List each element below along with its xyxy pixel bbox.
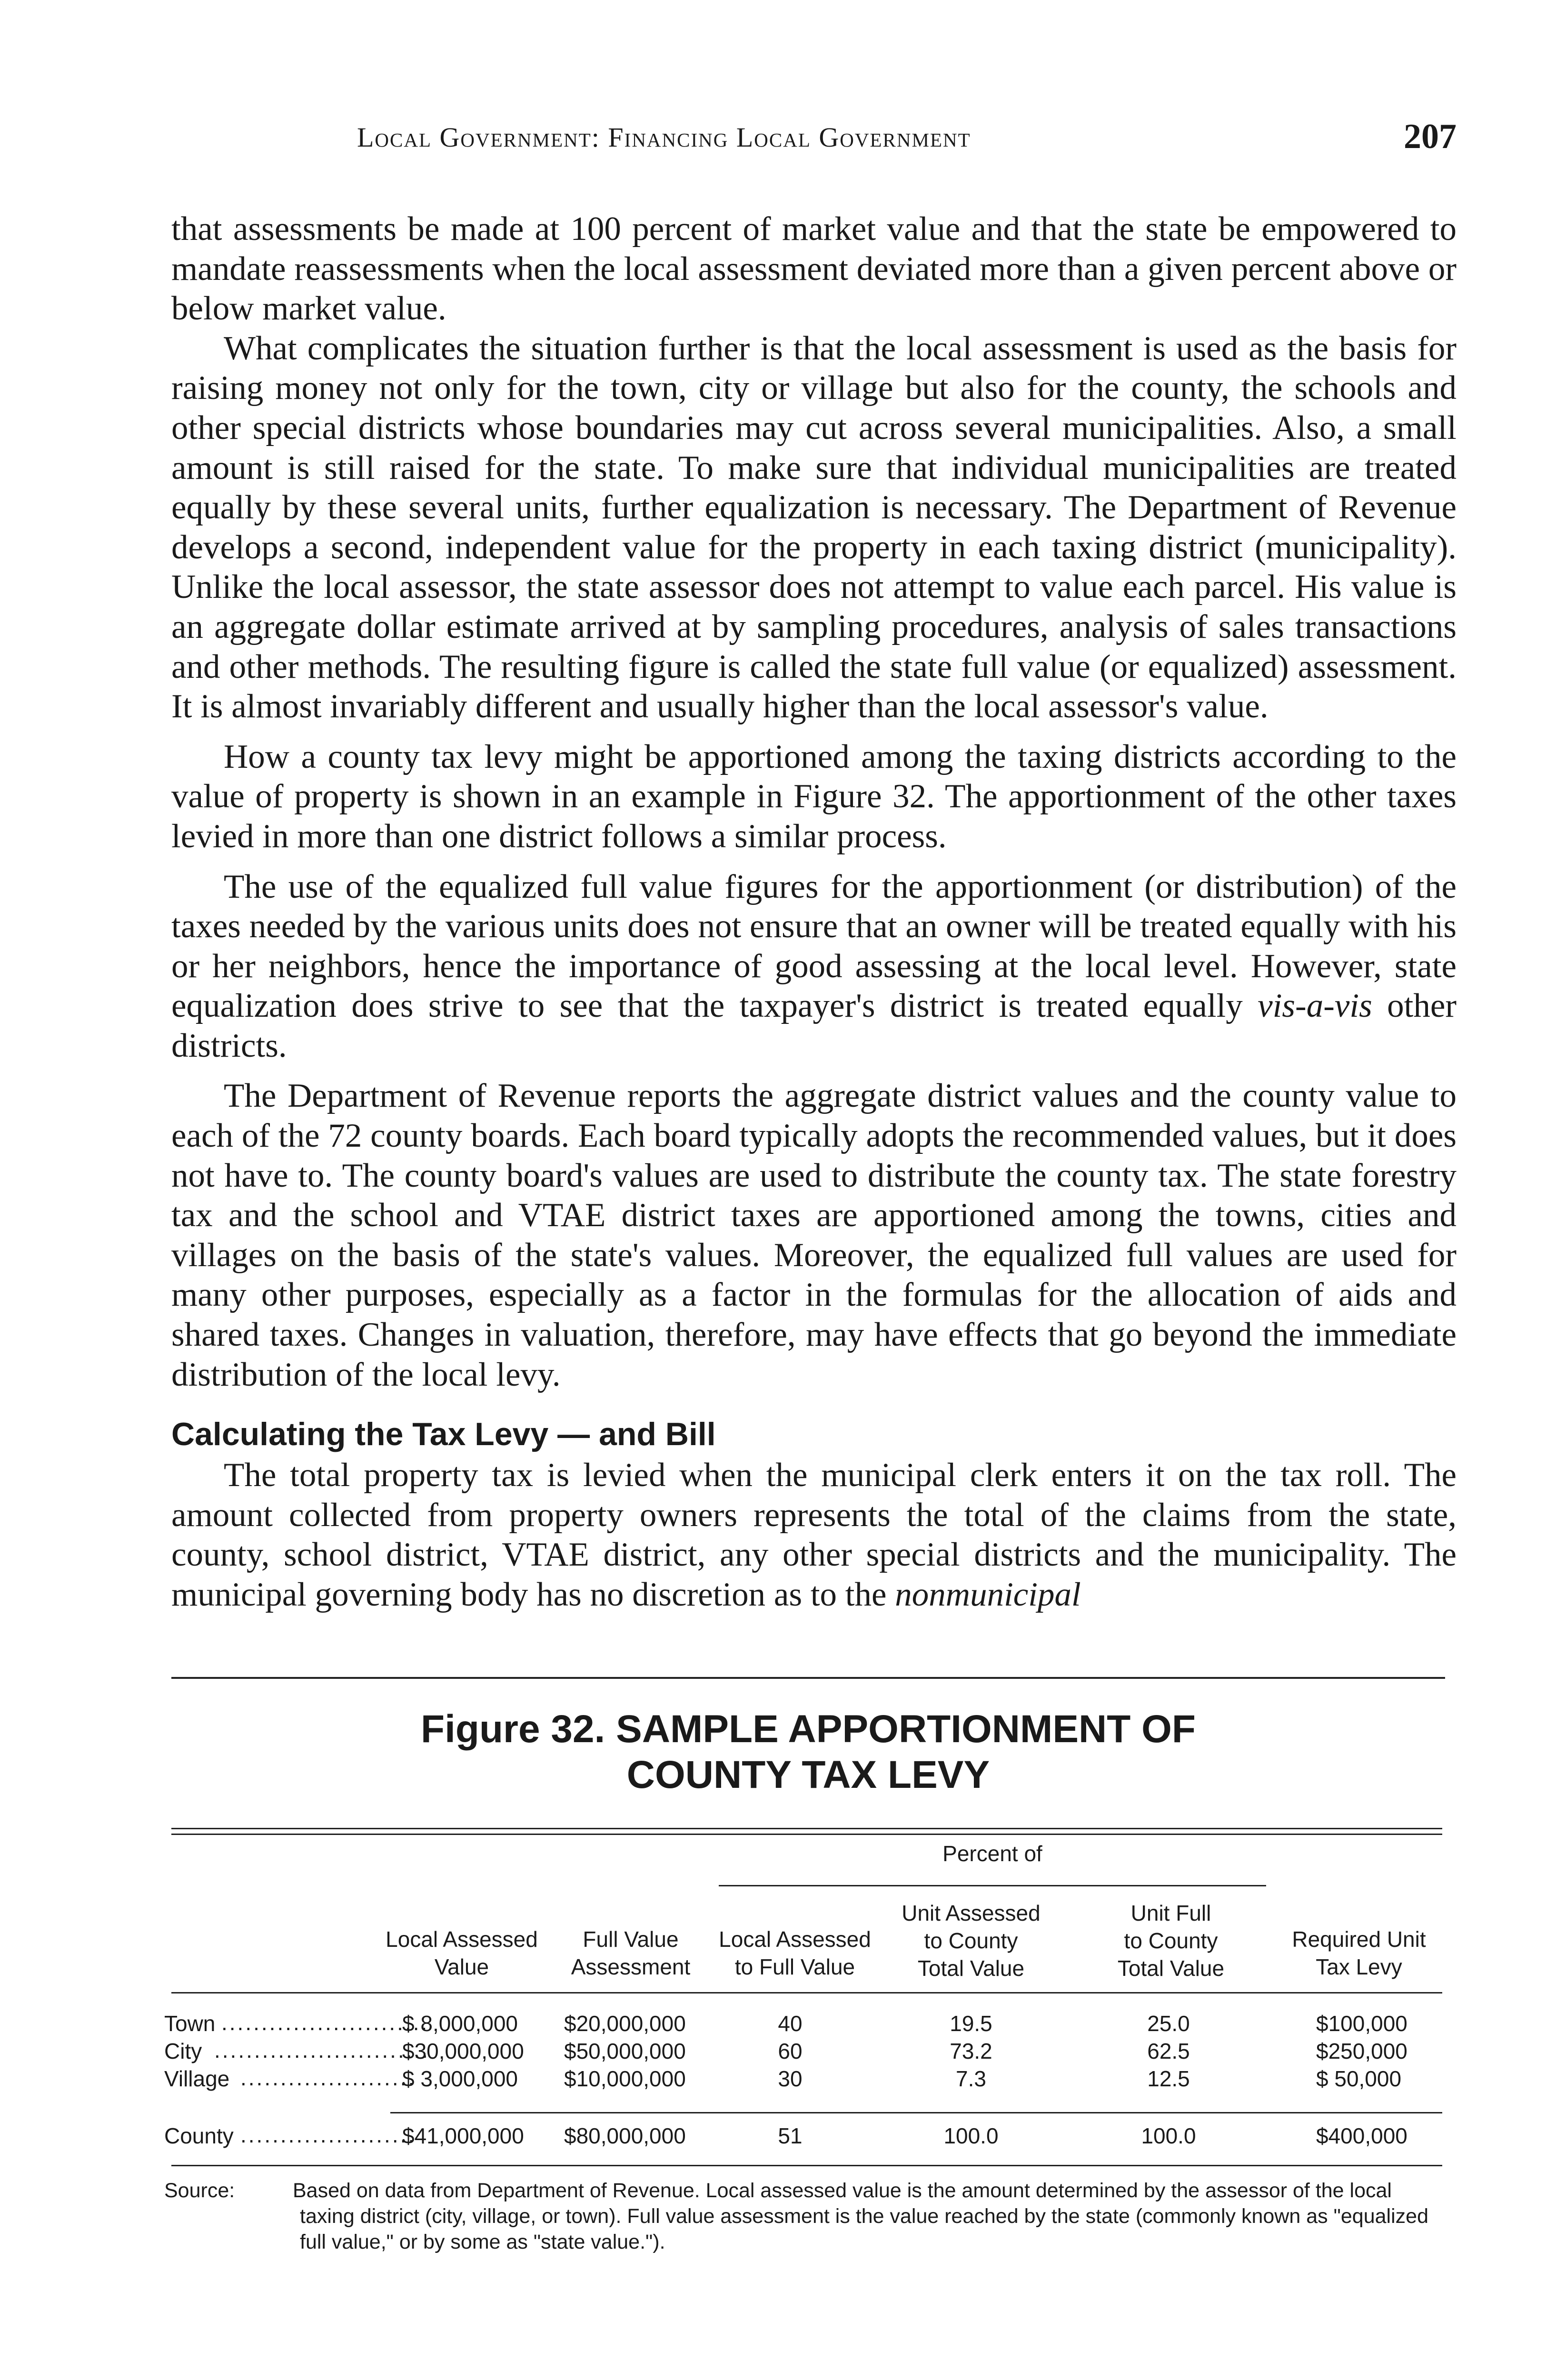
col-header-full-value-l1: Full Value [583, 1927, 679, 1952]
row-village-leader: ...................... [240, 2065, 416, 2090]
row-city-leader: ........................... [214, 2038, 430, 2063]
col-header-required-levy [1276, 1925, 1442, 1981]
figure-title [171, 1706, 1445, 1798]
table-top-rule-2 [171, 1834, 1442, 1835]
section-heading: Calculating the Tax Levy — and Bill [171, 1416, 716, 1453]
col-header-unit-assessed-l3: Total Value [917, 1956, 1025, 1981]
paragraph-4-text: The use of the equalized full value figures for the apportionment (or distribution) of the taxes needed by the various units does not ensure that an owner will be treated equally with his or her neighbors, hence the importance of good assessing at the local level. However, state equalization does strive to see that the taxpayer's district is treated equally [171, 868, 1457, 1025]
row-city-levy: $250,000 [1316, 2039, 1407, 2063]
figure-title-line-1: Figure 32. SAMPLE APPORTIONMENT OF [421, 1707, 1196, 1751]
source-line-1: Based on data from Department of Revenue. Local assessed value is the amount determined by the assessor of the local [293, 2179, 1392, 2202]
row-town-unit: Town [164, 2011, 216, 2036]
page-number: 207 [1404, 117, 1457, 156]
paragraph-3: How a county tax levy might be apportioned among the taxing districts according to the value of property is shown in an example in Figure 32. The apportionment of the other taxes levied in more than one district follows a similar process. [171, 738, 1457, 855]
percent-of-rule [719, 1885, 1266, 1886]
row-town-pct-full: 25.0 [1147, 2011, 1190, 2036]
col-header-pct-local-l2: to Full Value [734, 1954, 855, 1979]
col-header-unit-full-l3: Total Value [1117, 1956, 1225, 1981]
row-city-unit: City [164, 2039, 202, 2063]
figure-title-line-2: COUNTY TAX LEVY [626, 1753, 990, 1796]
paragraph-4-end: other districts. [171, 987, 1457, 1064]
paragraph-6 [171, 1456, 1457, 1615]
table-bottom-rule [171, 2165, 1442, 2166]
running-head: Local Government: Financing Local Government [357, 122, 971, 153]
col-header-unit-full [1076, 1899, 1266, 1982]
figure-top-rule [171, 1677, 1445, 1679]
row-county-pct-local: 51 [778, 2123, 803, 2148]
row-county-local: $41,000,000 [402, 2123, 524, 2148]
header-bottom-rule [171, 1992, 1442, 1993]
percent-of-label: Percent of [942, 1841, 1042, 1866]
col-header-required-levy-l1: Required Unit [1292, 1927, 1426, 1952]
row-county-leader: ...................... [240, 2122, 416, 2147]
row-town-leader: .......................... [221, 2010, 429, 2035]
row-town-pct-local: 40 [778, 2011, 803, 2036]
col-header-unit-assessed-l1: Unit Assessed [902, 1901, 1041, 1925]
row-county-full: $80,000,000 [564, 2123, 686, 2148]
col-header-unit-assessed [881, 1899, 1061, 1982]
body-text [171, 209, 1457, 1615]
source-label: Source: [164, 2179, 235, 2202]
row-county-unit: County [164, 2123, 234, 2148]
paragraph-4-italic: vis-a-vis [1258, 987, 1372, 1025]
col-header-unit-full-l1: Unit Full [1130, 1901, 1211, 1925]
row-city-pct-assessed: 73.2 [950, 2039, 992, 2063]
figure-source-note [164, 2178, 1449, 2255]
paragraph-6-text: The total property tax is levied when the municipal clerk enters it on the tax roll. The amount collected from property owners represents the total of the claims from the state, county, school district, VTAE district, any other special districts and the municipality. The municipal governing body has no discretion as to the [171, 1457, 1457, 1613]
col-header-local-assessed [371, 1925, 552, 1981]
row-village-pct-full: 12.5 [1147, 2066, 1190, 2091]
row-county-pct-assessed: 100.0 [943, 2123, 999, 2148]
col-header-full-value [552, 1925, 709, 1981]
source-rest: taxing district (city, village, or town). Full value assessment is the value reached by the state (commonly known as "equalized full value," or by some as "state value."). [300, 2205, 1428, 2253]
col-header-pct-local-l1: Local Assessed [719, 1927, 871, 1952]
paragraph-5: The Department of Revenue reports the aggregate district values and the county value to each of the 72 county boards. Each board typically adopts the recommended values, but it does not have to. The county board's values are used to distribute the county tax. The state forestry tax and the school and VTAE district taxes are apportioned among the towns, cities and villages on the basis of the state's values. Moreover, the equalized full values are used for many other purposes, especially as a factor in the formulas for the allocation of aids and shared taxes. Changes in valuation, therefore, may have effects that go beyond the immediate distribution of the local levy. [171, 1077, 1457, 1393]
row-city-pct-full: 62.5 [1147, 2039, 1190, 2063]
total-rule [390, 2112, 1442, 2113]
table-top-rule [171, 1828, 1442, 1829]
col-header-local-assessed-l2: Value [434, 1954, 489, 1979]
col-header-unit-assessed-l2: to County [924, 1928, 1018, 1953]
row-town-pct-assessed: 19.5 [950, 2011, 992, 2036]
col-header-required-levy-l2: Tax Levy [1316, 1954, 1402, 1979]
row-city-full: $50,000,000 [564, 2039, 686, 2063]
row-city-local: $30,000,000 [402, 2039, 524, 2063]
row-county-pct-full: 100.0 [1141, 2123, 1196, 2148]
row-city-pct-local: 60 [778, 2039, 803, 2063]
row-village-levy: $ 50,000 [1316, 2066, 1402, 2091]
row-town-full: $20,000,000 [564, 2011, 686, 2036]
col-header-unit-full-l2: to County [1124, 1928, 1218, 1953]
row-village-unit: Village [164, 2066, 230, 2091]
paragraph-4 [171, 867, 1457, 1066]
row-village-pct-local: 30 [778, 2066, 803, 2091]
col-header-local-assessed-l1: Local Assessed [386, 1927, 538, 1952]
row-village-pct-assessed: 7.3 [956, 2066, 986, 2091]
col-header-full-value-l2: Assessment [571, 1954, 691, 1979]
paragraph-2: What complicates the situation further is that the local assessment is used as the basis for raising money not only for the town, city or village but also for the county, the schools and other special districts whose boundaries may cut across several municipalities. Also, a small amount is still raised for the state. To make sure that individual municipalities are treated equally by these several units, further equalization is necessary. The Department of Revenue develops a second, independent value for the property in each taxing district (municipality). Unlike the local assessor, the state assessor does not attempt to value each parcel. His value is an aggregate dollar estimate arrived at by sampling procedures, analysis of sales transactions and other methods. The resulting figure is called the state full value (or equalized) assessment. It is almost invariably different and usually higher than the local assessor's value. [171, 329, 1457, 725]
row-county-levy: $400,000 [1316, 2123, 1407, 2148]
paragraph-1: that assessments be made at 100 percent of market value and that the state be empowered to mandate reassessments when the local assessment deviated more than a given percent above or below market value. [171, 210, 1457, 327]
page-header [171, 117, 1457, 159]
row-village-local: $ 3,000,000 [402, 2066, 518, 2091]
row-town-levy: $100,000 [1316, 2011, 1407, 2036]
paragraph-6-italic: nonmunicipal [895, 1576, 1081, 1613]
row-town-local: $ 8,000,000 [402, 2011, 518, 2036]
row-village-full: $10,000,000 [564, 2066, 686, 2091]
col-header-pct-local [709, 1925, 881, 1981]
